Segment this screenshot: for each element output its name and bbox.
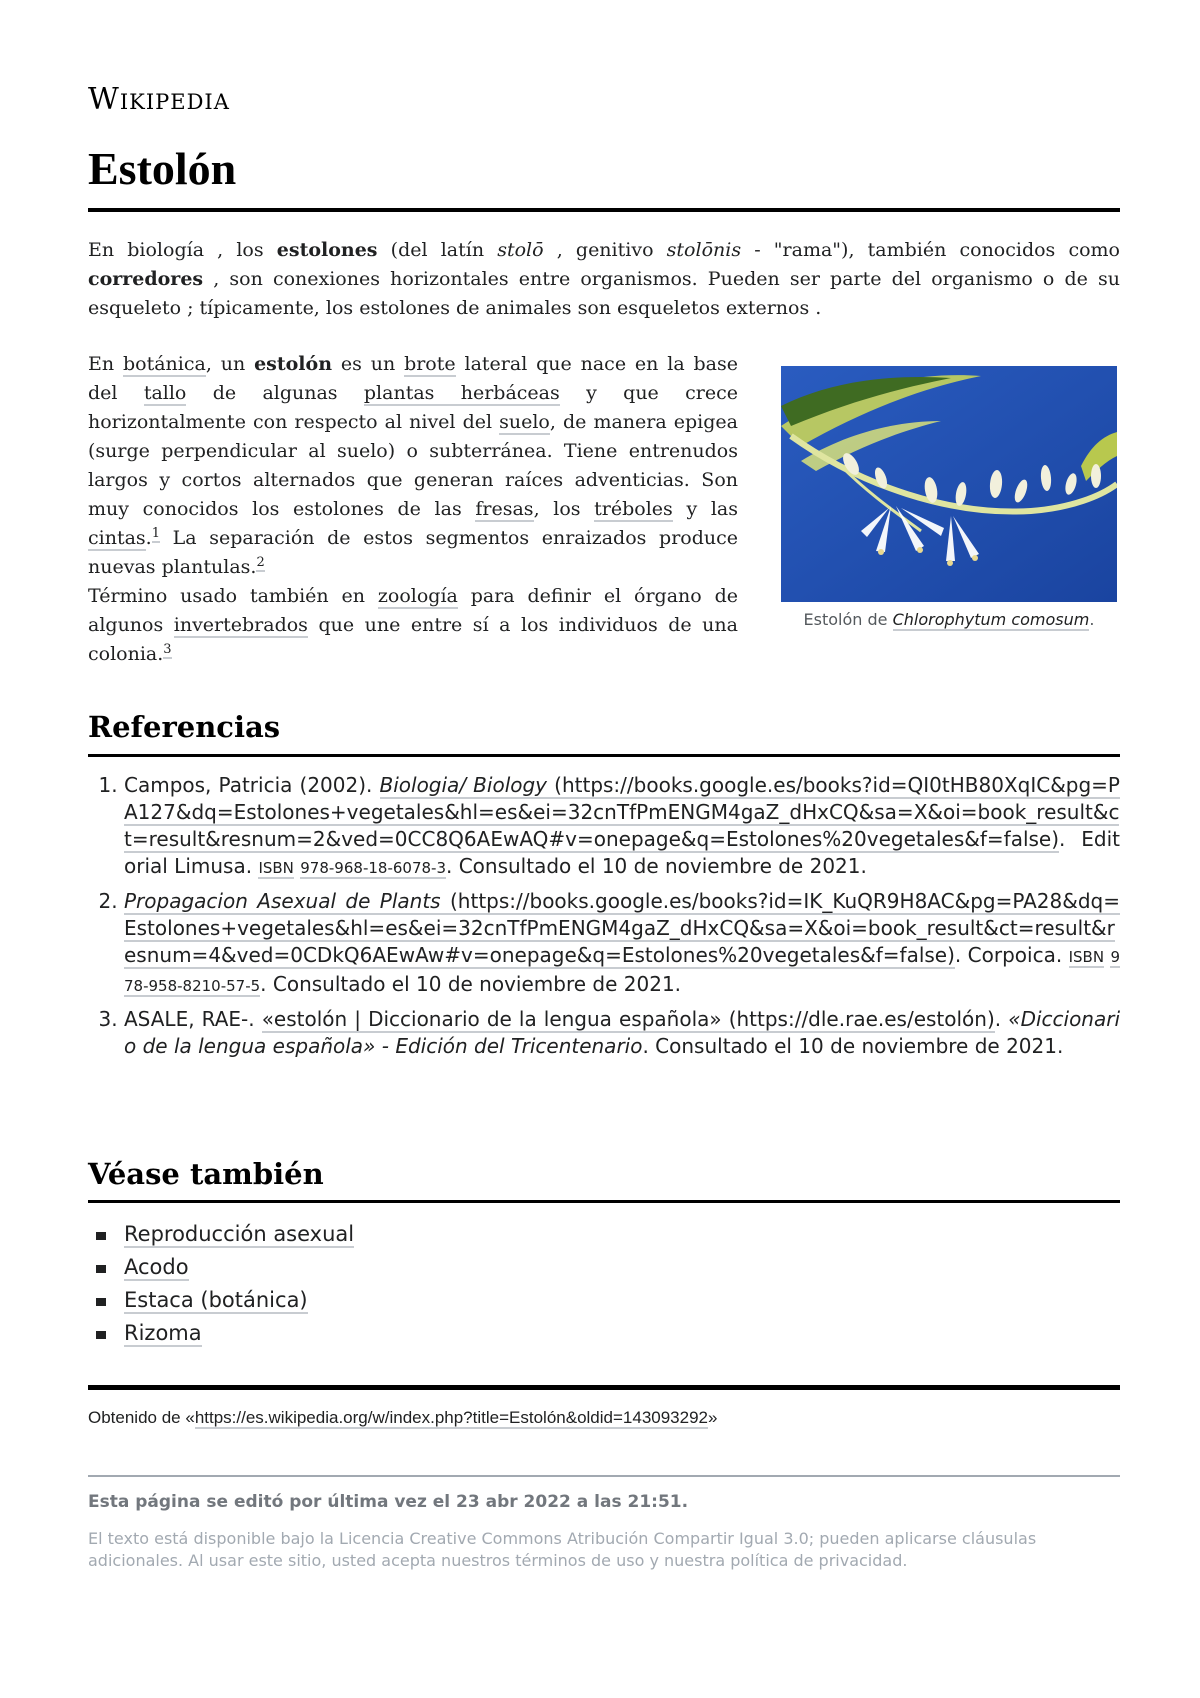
reference-item-3: 3. ASALE, RAE-. «estolón | Diccionario de la lengua española» (https://dle.rae.es/estolón). «Diccionario de la lengua española» - Edición del Tricentenario. Consultado el 10 de noviembre de 2021.	[124, 1006, 1120, 1060]
see-also-item	[124, 1317, 354, 1350]
link-fresas[interactable]: fresas	[475, 498, 534, 520]
reference-item-1: 1. Campos, Patricia (2002). Biologia/ Biology (https://books.google.es/books?id=QI0tHB80XqIC&pg=PA127&dq=Estolones+vegetales&hl=es&ei=32cnTfPmENGM4gaZ_dHxCQ&sa=X&oi=book_result&ct=result&resnum=2&ved=0CC8Q6AEwAQ#v=onepage&q=Estolones%20vegetales&f=false). Editorial Limusa. ISBN 978-968-18-6078-3. Consultado el 10 de noviembre de 2021.	[124, 772, 1120, 882]
wikipedia-wordmark[interactable]: Wikipedia	[88, 82, 230, 117]
retrieved-from: Obtenido de «https://es.wikipedia.org/w/index.php?title=Estolón&oldid=143093292»	[88, 1408, 718, 1427]
ref3-work: «Diccionario de la lengua española» - Edición del Tricentenario	[124, 1007, 1121, 1058]
vease-tambien-divider	[88, 1200, 1120, 1203]
see-also-item	[124, 1251, 354, 1284]
link-treboles[interactable]: tréboles	[594, 498, 673, 520]
figure-chlorophytum	[778, 366, 1120, 629]
term-estolon: estolón	[254, 353, 333, 375]
page-title: Estolón	[88, 143, 237, 194]
link-botanica[interactable]: botánica	[122, 353, 206, 375]
link-invertebrados[interactable]: invertebrados	[173, 614, 308, 636]
ref2-title-link[interactable]: Propagacion Asexual de Plants (https://books.google.es/books?id=IK_KuQR9H8AC&pg=PA28&dq=Estolones+vegetales&hl=es&ei=32cnTfPmENGM4gaZ_dHxCQ&sa=X&oi=book_result&ct=result&resnum=4&ved=0CDkQ6AEwAw#v=onepage&q=Estolones%20vegetales&f=false)	[124, 889, 1120, 967]
lead-paragraph: En biología , los estolones (del latín stolō , genitivo stolōnis - "rama"), también conocidos como corredores , son conexiones horizontales entre organismos. Pueden ser parte del organismo o de su esqueleto ; típicamente, los estolones de animales son esqueletos externos .	[88, 239, 1120, 319]
bullet-icon	[96, 1232, 106, 1240]
link-chlorophytum[interactable]: Chlorophytum comosum	[892, 610, 1090, 629]
ref1-title-link[interactable]: Biologia/ Biology (https://books.google.es/books?id=QI0tHB80XqIC&pg=PA127&dq=Estolones+vegetales&hl=es&ei=32cnTfPmENGM4gaZ_dHxCQ&sa=X&oi=book_result&ct=result&resnum=2&ved=0CC8Q6AEwAQ#v=onepage&q=Estolones%20vegetales&f=false)	[124, 773, 1120, 851]
term-stolonis: stolōnis	[666, 239, 742, 261]
permanent-link[interactable]: https://es.wikipedia.org/w/index.php?title=Estolón&oldid=143093292	[194, 1408, 708, 1427]
references-list	[88, 772, 1120, 1066]
bullet-icon	[96, 1265, 106, 1273]
ref2-isbn-link[interactable]: 978-958-8210-57-5	[124, 948, 1121, 995]
see-also-item	[124, 1284, 354, 1317]
term-estolones: estolones	[276, 239, 378, 261]
see-also-list	[88, 1218, 354, 1350]
link-brote[interactable]: brote	[404, 353, 456, 375]
see-also-item	[124, 1218, 354, 1251]
reference-item-2: 2. Propagacion Asexual de Plants (https://books.google.es/books?id=IK_KuQR9H8AC&pg=PA28&dq=Estolones+vegetales&hl=es&ei=32cnTfPmENGM4gaZ_dHxCQ&sa=X&oi=book_result&ct=result&resnum=4&ved=0CDkQ6AEwAw#v=onepage&q=Estolones%20vegetales&f=false). Corpoica. ISBN 978-958-8210-57-5. Consultado el 10 de noviembre de 2021.	[124, 888, 1120, 1000]
bullet-icon	[96, 1331, 106, 1339]
link-estaca-botanica[interactable]: Estaca (botánica)	[124, 1288, 308, 1312]
footer-divider	[88, 1385, 1120, 1390]
term-stolo: stolō	[497, 239, 544, 261]
link-reproduccion-asexual[interactable]: Reproducción asexual	[124, 1222, 355, 1246]
link-suelo[interactable]: suelo	[499, 411, 550, 433]
ref3-title-link[interactable]: «estolón | Diccionario de la lengua española» (https://dle.rae.es/estolón)	[261, 1007, 995, 1031]
figure-caption: Estolón de Chlorophytum comosum.	[803, 610, 1095, 629]
referencias-divider	[88, 754, 1120, 757]
last-edited-notice: Esta página se editó por última vez el 23 abr 2022 a las 21:51.	[88, 1492, 689, 1512]
reference-marker-2[interactable]: 2	[256, 554, 265, 570]
footer-gray-divider	[88, 1475, 1120, 1477]
link-zoologia[interactable]: zoología	[377, 585, 458, 607]
ref1-isbn-label[interactable]: ISBN	[258, 859, 294, 877]
reference-marker-3[interactable]: 3	[163, 641, 172, 657]
license-notice: El texto está disponible bajo la Licencia Creative Commons Atribución Compartir Igual 3.0; pueden aplicarse cláusulas adicionales. Al usar este sitio, usted acepta nuestros términos de uso y nuestra política de privacidad.	[88, 1529, 1037, 1570]
heading-vease-tambien: Véase también	[88, 1157, 324, 1191]
ref2-isbn-label[interactable]: ISBN	[1068, 948, 1105, 966]
link-plantas-herbaceas[interactable]: plantas herbáceas	[363, 382, 560, 404]
bullet-icon	[96, 1298, 106, 1306]
link-cintas[interactable]: cintas	[88, 527, 146, 549]
title-divider	[88, 208, 1120, 212]
heading-referencias: Referencias	[88, 710, 281, 744]
paragraph-botanica: En botánica, un estolón es un brote lateral que nace en la base del tallo de algunas plantas herbáceas y que crece horizontalmente con respecto al nivel del suelo, de manera epigea (surge perpendicular al suelo) o subterránea. Tiene entrenudos largos y cortos alternados que generan raíces adventicias. Son muy conocidos los estolones de las fresas, los tréboles y las cintas.$^1$ La separación de estos segmentos enraizados produce nuevas plantulas.$^2$	[88, 353, 739, 578]
reference-marker-1[interactable]: 1	[151, 525, 160, 541]
link-acodo[interactable]: Acodo	[124, 1255, 189, 1279]
link-rizoma[interactable]: Rizoma	[124, 1321, 202, 1345]
link-tallo[interactable]: tallo	[143, 382, 187, 404]
paragraph-zoologia: Término usado también en zoología para definir el órgano de algunos invertebrados que une entre sí a los individuos de una colonia.$^3$	[88, 585, 738, 665]
term-corredores: corredores	[88, 268, 204, 290]
stolon-photo[interactable]	[781, 366, 1117, 602]
ref1-isbn-link[interactable]: 978-968-18-6078-3	[300, 859, 446, 877]
